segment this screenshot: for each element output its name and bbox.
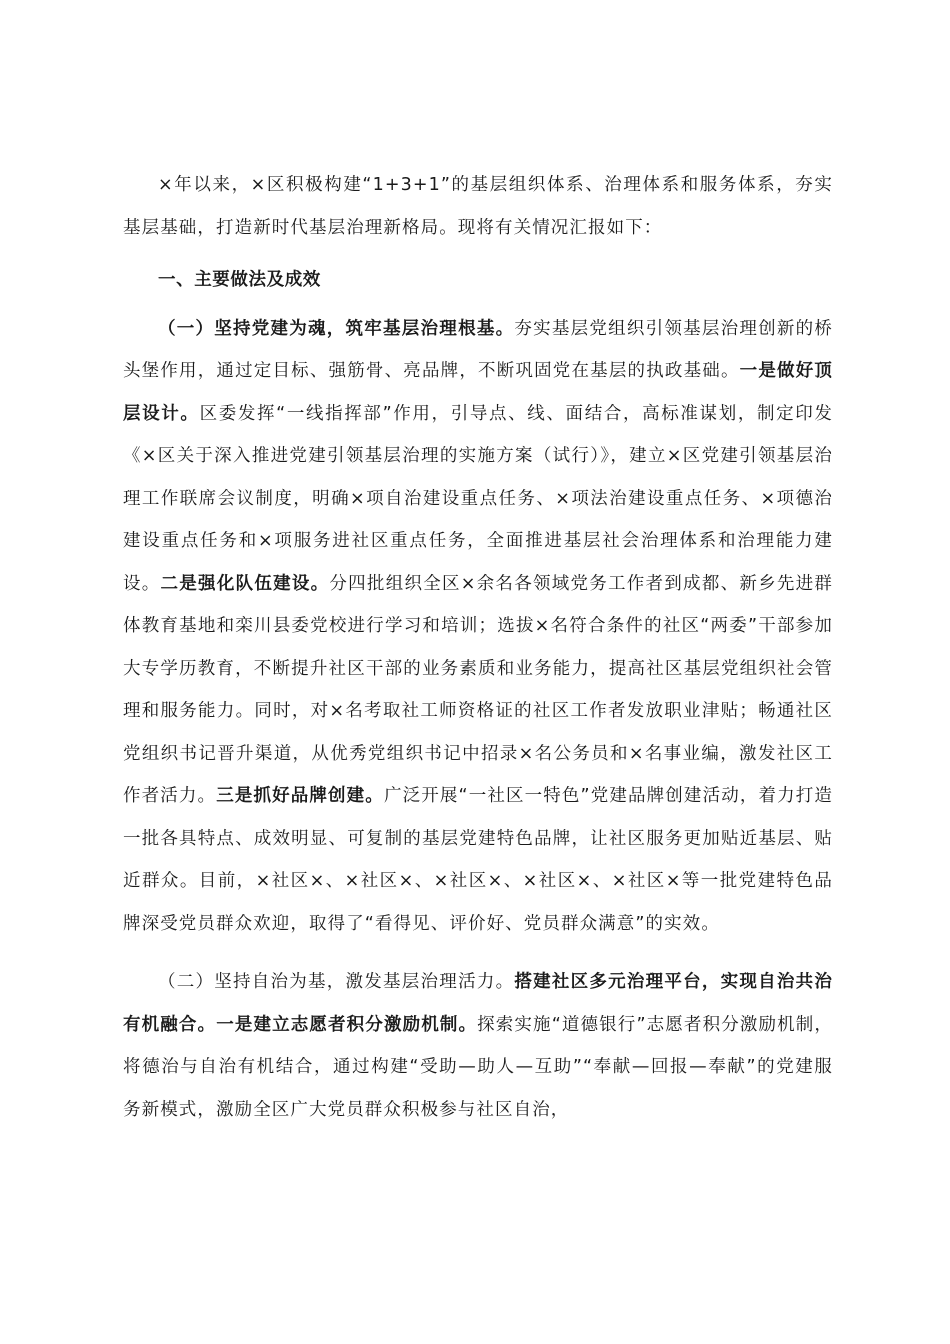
intro-text: ×年以来，×区积极构建“1+3+1”的基层组织体系、治理体系和服务体系，夯实基层基础，打造新时代基层治理新格局。现将有关情况汇报如下： (123, 175, 833, 238)
paragraph-1-point-2: 二是强化队伍建设。 (160, 573, 330, 594)
paragraph-1-text-2: 区委发挥“一线指挥部”作用，引导点、线、面结合，高标准谋划，制定印发《×区关于深入推进党建引领基层治理的实施方案（试行）》，建立×区党建引领基层治理工作联席会议制度，明确×项自治建设重点任务、×项法治建设重点任务、×项德治建设重点任务和×项服务进社区重点任务，全面推进基层社会治理体系和治理能力建设。 (123, 403, 834, 594)
paragraph-1-text-1: 夯实基层党组织引领基层治理创新的桥头堡作用，通过定目标、强筋骨、亮品牌，不断巩固党在基层的执政基础。 (123, 318, 833, 381)
document-body (123, 164, 833, 1131)
paragraph-2-text-2: 探索实施“道德银行”志愿者积分激励机制，将德治与自治有机结合，通过构建“受助—助人—互助”“奉献—回报—奉献”的党建服务新模式，激励全区广大党员群众积极参与社区自治， (123, 1014, 833, 1120)
paragraph-1-text-4: 广泛开展“一社区一特色”党建品牌创建活动，着力打造一批各具特点、成效明显、可复制的基层党建特色品牌，让社区服务更加贴近基层、贴近群众。目前，×社区×、×社区×、×社区×、×社区×、×社区×等一批党建特色品牌深受党员群众欢迎，取得了“看得见、评价好、党员群众满意”的实效。 (123, 786, 834, 934)
paragraph-1-point-3: 三是抓好品牌创建。 (216, 786, 384, 806)
paragraph-self-governance (123, 961, 833, 1131)
paragraph-2-point-1: 一是建立志愿者积分激励机制。 (216, 1014, 478, 1035)
paragraph-1-point-1: 一是做好顶层设计。 (123, 361, 833, 424)
paragraph-2-title: （二）坚持自治为基，激发基层治理活力。 (158, 972, 515, 992)
paragraph-2-text-1: 搭建社区多元治理平台，实现自治共治有机融合。 (123, 972, 833, 1035)
paragraph-1-text-3: 分四批组织全区×余名各领域党务工作者到成都、新乡先进群体教育基地和栾川县委党校进行学习和培训；选拔×名符合条件的社区“两委”干部参加大专学历教育，不断提升社区干部的业务素质和业务能力，提高社区基层党组织社会管理和服务能力。同时，对×名考取社工师资格证的社区工作者发放职业津贴；畅通社区党组织书记晋升渠道，从优秀党组织书记中招录×名公务员和×名事业编，激发社区工作者活力。 (123, 573, 833, 806)
paragraph-1-title: （一）坚持党建为魂，筑牢基层治理根基。 (158, 318, 515, 339)
section-heading: 一、主要做法及成效 (158, 270, 321, 290)
paragraph-party-building (123, 308, 833, 946)
intro-paragraph (123, 164, 833, 249)
